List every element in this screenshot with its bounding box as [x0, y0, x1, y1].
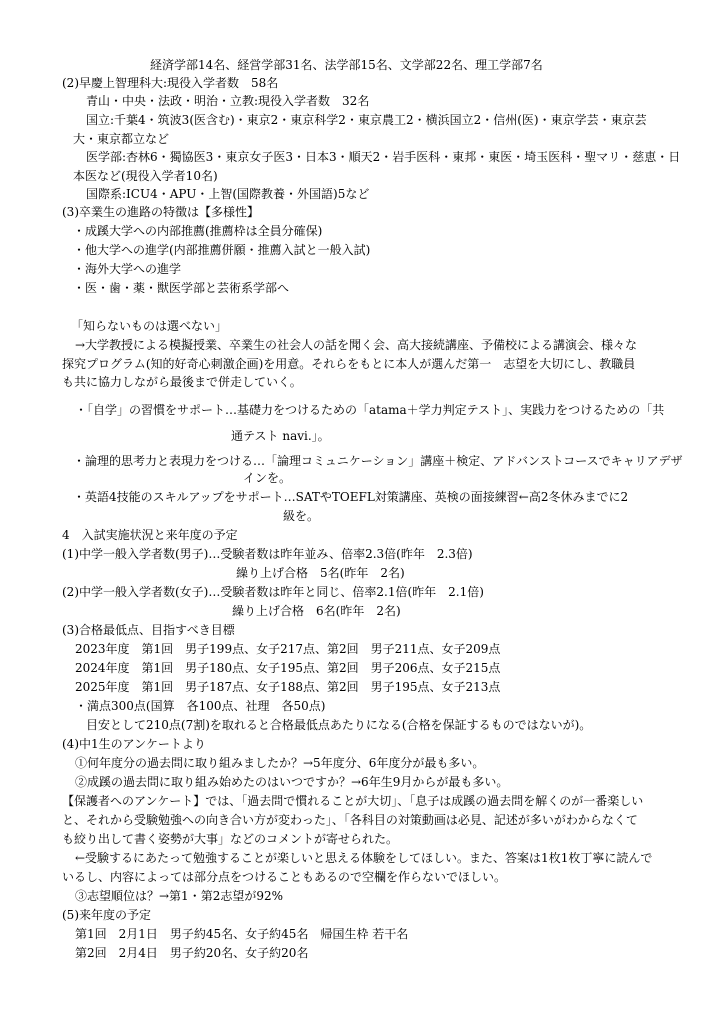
text-line: →大学教授による模擬授業、卒業生の社会人の話を聞く会、高大接続講座、予備校による講演会、様々な: [75, 338, 638, 352]
text-line: 大・東京都立など: [73, 132, 170, 146]
text-line: いるし、内容によっては部分点をつけることもあるので空欄を作らないでほしい。: [62, 870, 507, 884]
text-line: (4)中1生のアンケートより: [62, 737, 206, 751]
text-line: 繰り上げ合格 6名(昨年 2名): [232, 604, 401, 618]
text-line: 第1回 2月1日 男子約45名、女子約45名 帰国生枠 若干名: [75, 927, 409, 941]
text-line: 「知らないものは選べない」: [71, 319, 228, 333]
text-line: (2)早慶上智理科大:現役入学者数 58名: [62, 76, 279, 90]
text-line: ・医・歯・薬・獣医学部と芸術系学部へ: [73, 281, 290, 295]
text-line: ③志望順位は？→第1・第2志望が92%: [75, 889, 283, 903]
text-line: 探究プログラム(知的好奇心刺激企画)を用意。それらをもとに本人が選んだ第一 志望を大切にし、教職員: [62, 357, 636, 371]
text-line: (5)来年度の予定: [62, 908, 151, 922]
text-line: 経済学部14名、経営学部31名、法学部15名、文学部22名、理工学部7名: [150, 58, 543, 72]
text-line: 本医など(現役入学者10名): [73, 169, 218, 183]
text-line: 【保護者へのアンケート】では、「過去問で慣れることが大切」、「息子は成蹊の過去問を解くのが一番楽しい: [62, 794, 644, 808]
text-line: と、それから受験勉強への向き合い方が変わった」、「各科目の対策動画は必見、記述が多いがわからなくて: [62, 813, 638, 827]
text-line: ・「自学」の習慣をサポート…基礎力をつけるための「atama＋学力判定テスト」、実践力をつけるための「共: [75, 403, 665, 417]
text-line: 繰り上げ合格 5名(昨年 2名): [236, 566, 405, 580]
text-line: (1)中学一般入学者数(男子)…受験者数は昨年並み、倍率2.3倍(昨年 2.3倍): [62, 547, 473, 561]
text-line: 国立:千葉4・筑波3(医含む)・東京2・東京科学2・東京農工2・横浜国立2・信州(医)・東京学芸・東京芸: [86, 113, 647, 127]
text-line: 通テスト navi.」。: [231, 429, 330, 443]
text-line: 2025年度 第1回 男子187点、女子188点、第2回 男子195点、女子213点: [75, 680, 501, 694]
text-line: ②成蹊の過去問に取り組み始めたのはいつですか？→6年生9月からが最も多い。: [75, 775, 509, 789]
text-line: (2)中学一般入学者数(女子)…受験者数は昨年と同じ、倍率2.1倍(昨年 2.1倍): [62, 585, 484, 599]
text-line: インを。: [243, 471, 292, 485]
text-line: も絞り出して書く姿勢が大事」などのコメントが寄せられた。: [62, 832, 399, 846]
text-line: ・論理的思考力と表現力をつける…「論理コミュニケーション」講座＋検定、アドバンストコースでキャリアデザ: [73, 454, 683, 468]
text-line: ・海外大学への進学: [73, 262, 182, 276]
text-line: ・満点300点(国算 各100点、社理 各50点): [75, 699, 326, 713]
text-line: 4 入試実施状況と来年度の予定: [62, 528, 238, 542]
text-line: 医学部:杏林6・獨協医3・東京女子医3・日本3・順天2・岩手医科・東邦・東医・埼玉医科・聖マリ・慈恵・日: [86, 150, 681, 164]
text-line: 国際系:ICU4・APU・上智(国際教養・外国語)5など: [86, 187, 370, 201]
text-line: ・他大学への進学(内部推薦併願・推薦入試と一般入試): [73, 243, 371, 257]
text-line: 青山・中央・法政・明治・立教:現役入学者数 32名: [86, 94, 370, 108]
text-line: ←受験するにあたって勉強することが楽しいと思える体験をしてほしい。また、答案は1枚1枚丁寧に読んで: [75, 851, 653, 865]
text-line: 第2回 2月4日 男子約20名、女子約20名: [75, 946, 309, 960]
text-line: も共に協力しながら最後まで併走していく。: [62, 375, 302, 389]
text-line: (3)合格最低点、目指すべき目標: [62, 623, 235, 637]
text-line: ・成蹊大学への内部推薦(推薦枠は全員分確保): [73, 224, 323, 238]
text-line: 目安として210点(7割)を取れると合格最低点あたりになる(合格を保証するものではないが)。: [86, 718, 592, 732]
text-line: 2023年度 第1回 男子199点、女子217点、第2回 男子211点、女子209点: [75, 642, 501, 656]
text-line: ・英語4技能のスキルアップをサポート…SATやTOEFL対策講座、英検の面接練習←高2冬休みまでに2: [73, 490, 629, 504]
text-line: 2024年度 第1回 男子180点、女子195点、第2回 男子206点、女子215点: [75, 661, 501, 675]
text-line: ①何年度分の過去問に取り組みましたか？→5年度分、6年度分が最も多い。: [75, 756, 485, 770]
text-line: 級を。: [283, 509, 320, 523]
text-line: (3)卒業生の進路の特徴は【多様性】: [62, 205, 259, 219]
